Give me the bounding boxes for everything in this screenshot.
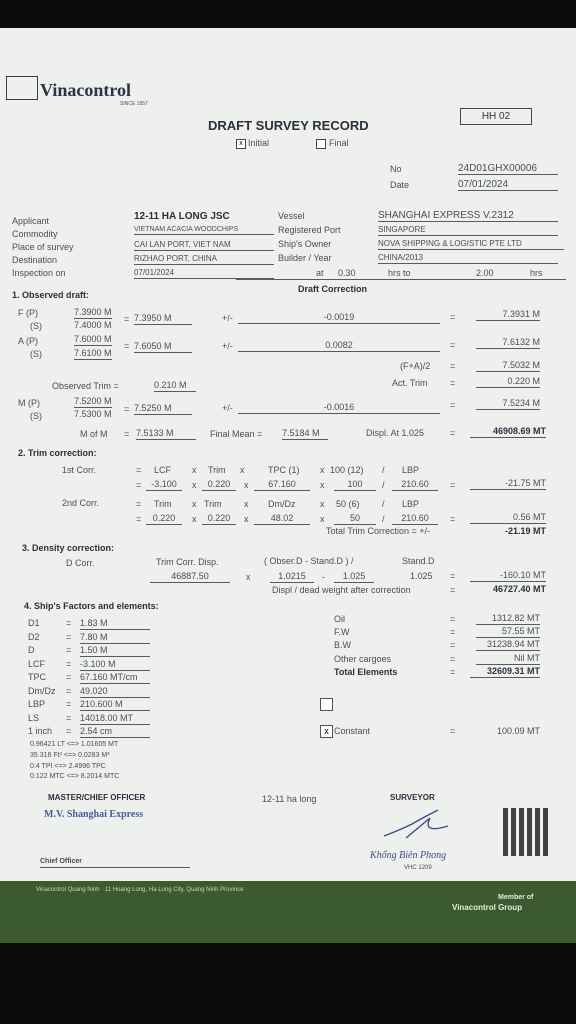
slash: / <box>382 465 385 475</box>
footer-member-label: Member of <box>498 894 534 901</box>
m-correction: -0.0016 <box>238 402 440 414</box>
slash: / <box>382 480 385 490</box>
first-corr-label: 1st Corr. <box>62 465 97 475</box>
h-dmdz: Dm/Dz <box>268 499 296 509</box>
inspection-value: 07/01/2024 <box>134 267 274 279</box>
times-sign: x <box>192 465 197 475</box>
a-mean: 7.6050 M <box>134 341 192 353</box>
port-label: Registered Port <box>278 225 341 235</box>
at-value: 0.30 <box>338 268 356 278</box>
ship-stamp: M.V. Shanghai Express <box>44 809 144 820</box>
at-label: at <box>316 268 324 278</box>
stand2-value: 1.025 <box>410 571 433 581</box>
trim-disp-value: 46887.50 <box>150 571 230 583</box>
equals-sign: = <box>136 514 142 524</box>
times-sign: x <box>192 499 197 509</box>
surveyor-name: Khổng Biên Phong <box>370 850 447 861</box>
equals-sign: = <box>450 726 456 736</box>
second-corr-label: 2nd Corr. <box>62 498 100 508</box>
trim2-value: 0.220 <box>146 513 182 525</box>
surveyor-label: SURVEYOR <box>390 793 435 802</box>
equals-sign: = <box>66 672 72 682</box>
final-label: Final <box>329 138 349 148</box>
conversion-2: 35.316 Ft³ <=> 0.0283 M³ <box>30 752 110 759</box>
oil-label: Oil <box>334 614 345 624</box>
displ-label: Displ. At 1.025 <box>366 428 425 438</box>
times-sign: x <box>244 499 249 509</box>
vinacontrol-logo-icon <box>6 76 38 100</box>
v100-value: 100 <box>334 479 376 491</box>
density-result: -160.10 MT <box>470 570 546 582</box>
equals-sign: = <box>450 378 456 388</box>
equals-sign: = <box>66 712 72 723</box>
times-sign: x <box>244 480 249 490</box>
to-value: 2.00 <box>476 268 494 278</box>
stand-value: 1.025 <box>334 571 374 583</box>
divider <box>236 278 566 280</box>
since-label: SINCE 1957 <box>120 101 148 107</box>
record-date: 07/01/2024 <box>458 179 558 191</box>
builder-value: CHINA/2013 <box>378 252 558 264</box>
bw-value: 31238.94 MT <box>476 639 540 651</box>
times-sign: x <box>246 572 251 582</box>
final-checkbox <box>316 139 326 149</box>
constant-value: 100.09 MT <box>496 726 540 736</box>
times-sign: x <box>240 465 245 475</box>
client-name: 12-11 ha long <box>262 794 317 804</box>
applicant-value: 12-11 HA LONG JSC <box>134 211 230 222</box>
pm-sign: +/- <box>222 341 233 351</box>
equals-sign: = <box>66 685 72 696</box>
equals-sign: = <box>66 618 72 628</box>
factor-key: LCF <box>28 658 46 669</box>
company-name: Vinacontrol <box>40 80 132 100</box>
trim-value: 0.220 <box>202 479 236 491</box>
qr-code-icon <box>503 808 551 856</box>
fa2-label: (F+A)/2 <box>400 361 431 371</box>
factor-key: Dm/Dz <box>28 685 56 696</box>
equals-sign: = <box>66 726 72 736</box>
equals-sign: = <box>450 312 456 322</box>
mofm-value: 7.5133 M <box>136 428 196 440</box>
equals-sign: = <box>450 654 456 664</box>
fa2-value: 7.5032 M <box>476 360 540 372</box>
place-label: Place of survey <box>12 242 74 252</box>
total-elements-value: 32609.31 MT <box>470 666 540 678</box>
h-lbp: LBP <box>402 465 420 475</box>
equals-sign: = <box>450 428 456 438</box>
equals-sign: = <box>450 571 456 581</box>
after-corr-value: 46727.40 MT <box>492 584 546 594</box>
factor-key: TPC <box>28 672 46 682</box>
observed-trim-label: Observed Trim = <box>52 381 119 391</box>
h-100: 100 (12) <box>330 465 364 475</box>
section-density-correction: 3. Density correction: <box>22 543 115 553</box>
equals-sign: = <box>66 631 72 642</box>
second-corr-result: 0.56 MT <box>470 512 546 524</box>
vessel-label: Vessel <box>278 211 305 221</box>
equals-sign: = <box>450 585 456 595</box>
lbp-value: 210.60 <box>392 479 438 491</box>
mp-label: M (P) <box>18 398 40 408</box>
h-tpc: TPC (1) <box>268 465 300 475</box>
ms-value: 7.5300 M <box>74 409 112 419</box>
equals-sign: = <box>450 361 456 371</box>
surveyor-signature-icon <box>382 808 452 842</box>
factor-key: 1 inch <box>28 726 53 736</box>
builder-label: Builder / Year <box>278 253 332 263</box>
dmdz-value: 48.02 <box>254 513 310 525</box>
pm-sign: +/- <box>222 313 233 323</box>
act-trim-value: 0.220 M <box>476 376 540 388</box>
times-sign: x <box>192 480 197 490</box>
displ-value: 46908.69 MT <box>470 426 546 438</box>
observed-trim-value: 0.210 M <box>154 380 196 392</box>
record-number: 24D01GHX00006 <box>458 163 558 175</box>
footer-group-label: Vinacontrol Group <box>452 903 523 912</box>
stamp-subtitle: Chief Officer <box>40 856 190 868</box>
hrs-to-label: hrs to <box>388 268 411 278</box>
factor-value: 1.50 M <box>80 645 150 657</box>
equals-sign: = <box>124 314 130 324</box>
equals-sign: = <box>66 699 72 709</box>
times-sign: x <box>192 514 197 524</box>
fp-label: F (P) <box>18 308 38 318</box>
ap-value: 7.6000 M <box>74 334 112 344</box>
section-observed-draft: 1. Observed draft: <box>12 290 90 300</box>
equals-sign: = <box>450 480 456 490</box>
total-trim-value: -21.19 MT <box>504 526 546 536</box>
owner-label: Ship's Owner <box>278 239 332 249</box>
survey-document <box>0 28 576 943</box>
equals-sign: = <box>450 667 456 677</box>
h-lcf: LCF <box>154 465 172 475</box>
factor-key: D <box>28 645 35 655</box>
empty-checkbox <box>320 698 333 711</box>
equals-sign: = <box>450 340 456 350</box>
surveyor-code: VHC 1209 <box>404 865 432 871</box>
a-result: 7.6132 M <box>476 337 540 349</box>
h-trim3: Trim <box>204 499 222 509</box>
pm-sign: +/- <box>222 403 233 413</box>
applicant-label: Applicant <box>12 216 50 226</box>
commodity-label: Commodity <box>12 229 58 239</box>
m-mean: 7.5250 M <box>134 403 192 415</box>
slash: / <box>382 499 385 509</box>
factor-value: 210.600 M <box>80 699 150 711</box>
as-label: (S) <box>30 349 42 359</box>
fp-value: 7.3900 M <box>74 307 112 317</box>
obser-stand-label: ( Obser.D - Stand.D ) / <box>264 556 354 566</box>
v50-value: 50 <box>334 513 376 525</box>
factor-key: LS <box>28 712 40 723</box>
equals-sign: = <box>66 658 72 669</box>
hrs-label: hrs <box>530 268 543 278</box>
other-value: Nil MT <box>476 653 540 665</box>
equals-sign: = <box>66 645 72 655</box>
minus-sign: - <box>322 572 325 582</box>
lcf-value: -3.100 <box>146 479 182 491</box>
no-label: No <box>390 164 402 174</box>
equals-sign: = <box>124 429 130 439</box>
times-sign: x <box>320 514 325 524</box>
as-value: 7.6100 M <box>74 348 112 358</box>
master-officer-label: MASTER/CHIEF OFFICER <box>48 793 146 802</box>
ms-label: (S) <box>30 411 42 421</box>
f-result: 7.3931 M <box>476 309 540 321</box>
draft-correction-title: Draft Correction <box>298 284 368 294</box>
other-label: Other cargoes <box>334 654 392 664</box>
h-50: 50 (6) <box>336 499 360 509</box>
final-mean-value: 7.5184 M <box>282 428 328 440</box>
initial-checkbox: x <box>236 139 246 149</box>
factor-key: LBP <box>28 699 46 709</box>
factor-value: -3.100 M <box>80 659 150 671</box>
footer-bar <box>0 881 576 943</box>
times-sign: x <box>244 514 249 524</box>
slash: / <box>382 514 385 524</box>
f-correction: -0.0019 <box>238 312 440 324</box>
equals-sign: = <box>136 465 142 475</box>
constant-checkbox: x <box>320 725 333 738</box>
tpc-value: 67.160 <box>254 479 310 491</box>
equals-sign: = <box>450 514 456 524</box>
constant-label: Constant <box>334 726 371 736</box>
factor-value: 14018.00 MT <box>80 713 150 725</box>
stand-label: Stand.D <box>402 556 435 566</box>
equals-sign: = <box>450 400 456 410</box>
a-correction: 0.0082 <box>238 340 440 352</box>
equals-sign: = <box>124 341 130 351</box>
form-code: HH 02 <box>460 108 532 125</box>
d-corr-label: D Corr. <box>66 558 95 568</box>
equals-sign: = <box>450 640 456 650</box>
conversion-1: 0.96421 LT <=> 1.01605 MT <box>30 741 119 748</box>
factor-value: 2.54 cm <box>80 726 150 738</box>
h-trim: Trim <box>208 465 226 475</box>
h-trim2: Trim <box>154 499 172 509</box>
destination-value: RIZHAO PORT, CHINA <box>134 253 274 265</box>
factor-value: 67.160 MT/cm <box>80 672 150 684</box>
factor-key: D1 <box>28 618 40 628</box>
trim-disp-label: Trim Corr. Disp. <box>156 557 219 567</box>
trim3-value: 0.220 <box>202 513 236 525</box>
act-trim-label: Act. Trim <box>392 378 428 388</box>
owner-value: NOVA SHIPPING & LOGISTIC PTE LTD <box>378 238 564 250</box>
mofm-label: M of M <box>80 429 108 439</box>
equals-sign: = <box>136 480 142 490</box>
destination-label: Destination <box>12 255 58 265</box>
m-result: 7.5234 M <box>476 398 540 410</box>
oil-value: 1312.82 MT <box>476 613 540 625</box>
f-mean: 7.3950 M <box>134 313 192 325</box>
times-sign: x <box>320 499 325 509</box>
times-sign: x <box>320 480 325 490</box>
date-label: Date <box>390 180 410 190</box>
factor-value: 1.83 M <box>80 618 150 630</box>
place-value: CAI LAN PORT, VIET NAM <box>134 239 274 251</box>
conversion-3: 0.4 TPI <=> 2.4996 TPC <box>30 763 106 770</box>
fs-value: 7.4000 M <box>74 320 112 330</box>
times-sign: x <box>320 465 325 475</box>
bw-label: B.W <box>334 640 351 650</box>
factor-key: D2 <box>28 631 40 642</box>
obser-value: 1.0215 <box>270 571 314 583</box>
inspection-label: Inspection on <box>12 268 66 278</box>
commodity-value: VIETNAM ACACIA WOODCHIPS <box>134 225 274 235</box>
total-trim-label: Total Trim Correction = +/- <box>326 526 431 536</box>
vessel-value: SHANGHAI EXPRESS V.2312 <box>378 210 558 222</box>
total-elements-label: Total Elements <box>334 667 398 677</box>
document-title: DRAFT SURVEY RECORD <box>208 118 369 133</box>
lbp2-value: 210.60 <box>392 513 438 525</box>
factor-value: 49.020 <box>80 686 150 698</box>
mp-value: 7.5200 M <box>74 396 112 406</box>
first-corr-result: -21.75 MT <box>470 478 546 490</box>
footer-address: Vinacontrol Quang Ninh · 11 Hoang Long, Ha Long City, Quang Ninh Province <box>36 887 244 893</box>
h-lbp2: LBP <box>402 499 420 509</box>
fw-label: F.W <box>334 627 350 637</box>
equals-sign: = <box>450 614 456 624</box>
section-ships-factors: 4. Ship's Factors and elements: <box>24 601 159 611</box>
fw-value: 57.55 MT <box>476 626 540 638</box>
final-mean-label: Final Mean = <box>210 429 263 439</box>
equals-sign: = <box>136 499 142 509</box>
initial-label: Initial <box>248 138 270 148</box>
section-trim-correction: 2. Trim correction: <box>18 448 97 458</box>
after-corr-label: Displ / dead weight after correction <box>272 585 411 595</box>
port-value: SINGAPORE <box>378 224 558 236</box>
equals-sign: = <box>450 627 456 637</box>
factor-value: 7.80 M <box>80 632 150 644</box>
equals-sign: = <box>124 404 130 414</box>
ap-label: A (P) <box>18 336 39 346</box>
fs-label: (S) <box>30 321 42 331</box>
conversion-4: 0.122 MTC <=> 8.2014 MTC <box>30 773 120 780</box>
